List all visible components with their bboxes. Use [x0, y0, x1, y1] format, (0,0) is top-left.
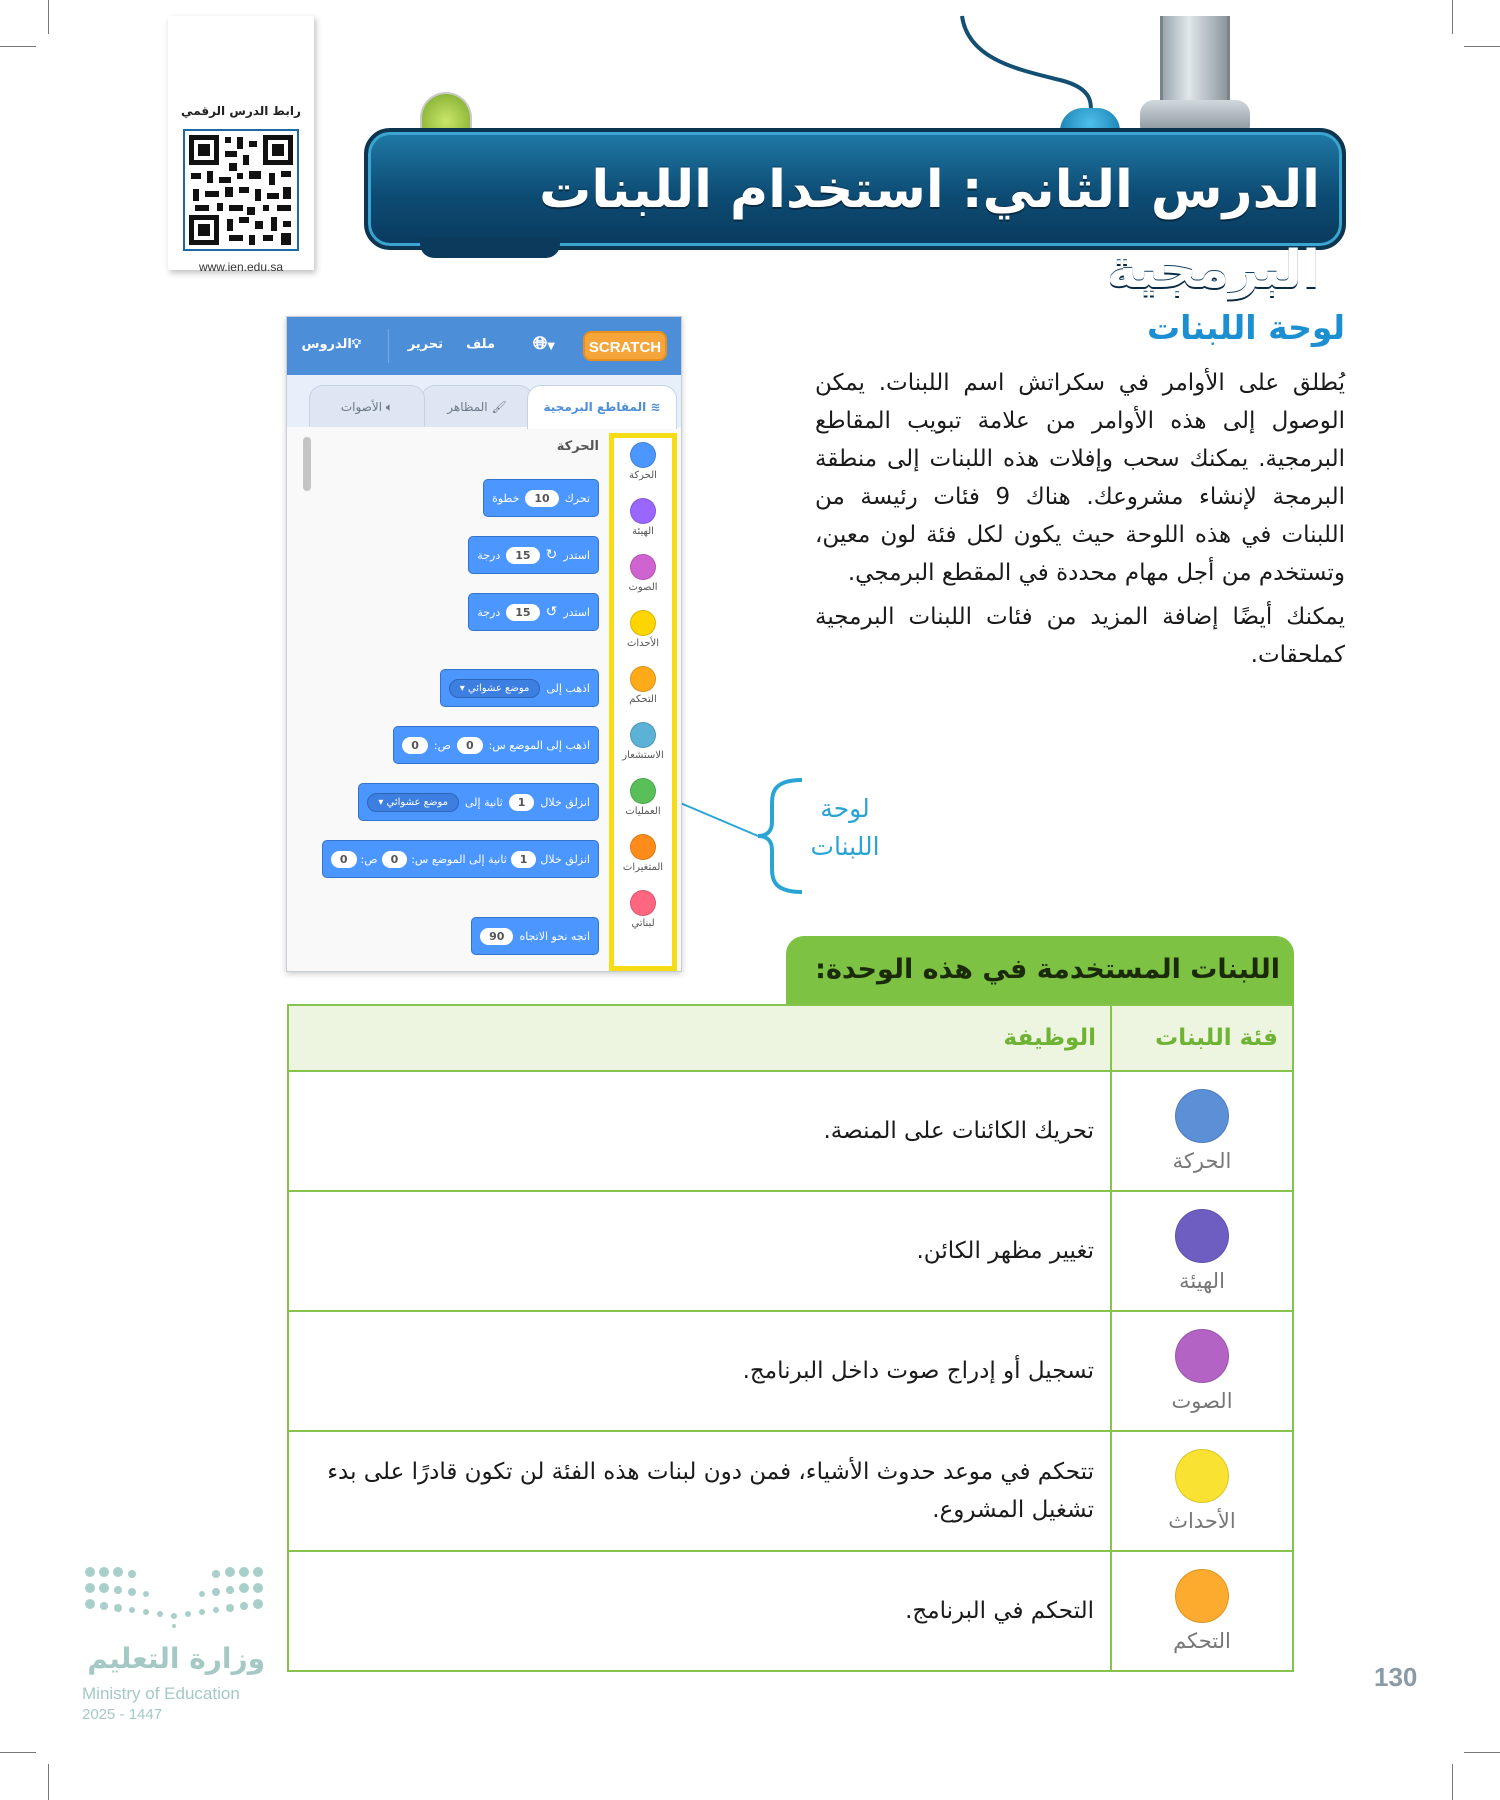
crop-mark — [1464, 1752, 1500, 1753]
events-color-swatch — [1175, 1449, 1229, 1503]
lesson-title: الدرس الثاني: استخدام اللبنات البرمجية — [539, 160, 1320, 300]
category-dot — [630, 666, 656, 692]
block-text: اتجه نحو الاتجاه — [519, 929, 590, 943]
table-header-row — [288, 1005, 1293, 1071]
block-text: درجة — [477, 605, 501, 619]
category-dot — [630, 834, 656, 860]
edition-year: 2025 - 1447 — [82, 1706, 163, 1723]
category-control[interactable] — [614, 666, 672, 705]
menu-file[interactable]: ملف — [466, 337, 495, 352]
crop-mark — [1452, 0, 1453, 34]
category-name: الحركة — [1172, 1149, 1232, 1173]
crop-mark — [0, 1752, 36, 1753]
block-number-input[interactable]: 0 — [457, 737, 483, 754]
table-title: اللبنات المستخدمة في هذه الوحدة: — [786, 936, 1294, 1004]
motion-color-swatch — [1175, 1089, 1229, 1143]
category-label: الاستشعار — [622, 750, 664, 761]
language-menu[interactable] — [533, 333, 555, 354]
workspace-scrollbar[interactable] — [303, 437, 311, 491]
tab-costumes-label: المظاهر — [447, 400, 488, 414]
category-label: الحركة — [629, 470, 657, 481]
category-label: لبناتي — [631, 918, 655, 929]
table-row — [288, 1071, 1293, 1191]
block-glide[interactable] — [358, 783, 599, 821]
category-name: التحكم — [1173, 1629, 1231, 1653]
rotate-right-icon: ↻ — [545, 547, 558, 563]
menubar-divider — [388, 329, 389, 363]
rotate-left-icon: ↺ — [545, 604, 558, 620]
category-dot — [630, 442, 656, 468]
category-label: الصوت — [628, 582, 658, 593]
qr-label: رابط الدرس الرقمي — [181, 104, 301, 118]
block-text: استدر — [563, 548, 590, 562]
category-dot — [630, 554, 656, 580]
qr-url[interactable]: www.ien.edu.sa — [198, 260, 284, 274]
tab-costumes[interactable] — [421, 385, 533, 429]
category-label: التحكم — [629, 694, 657, 705]
category-sensing[interactable] — [614, 722, 672, 761]
block-move-steps[interactable] — [483, 479, 599, 517]
category-motion[interactable] — [614, 442, 672, 481]
block-number-input[interactable]: 0 — [402, 737, 428, 754]
category-label: الأحداث — [626, 638, 660, 649]
block-text: استدر — [563, 605, 590, 619]
callout-line-2: اللبنات — [810, 832, 880, 861]
block-turn-left[interactable] — [468, 593, 599, 631]
block-text: انزلق خلال — [540, 852, 590, 866]
block-number-input[interactable]: 0 — [382, 851, 408, 868]
block-text: درجة — [477, 548, 501, 562]
category-name: الأحداث — [1168, 1509, 1236, 1533]
category-cell — [1111, 1551, 1293, 1671]
block-number-input[interactable]: 90 — [480, 928, 513, 945]
function-cell: تغيير مظهر الكائن. — [288, 1191, 1111, 1311]
category-looks[interactable] — [614, 498, 672, 537]
palette-callout-label — [800, 790, 890, 866]
page-number: 130 — [1374, 1662, 1418, 1692]
block-number-input[interactable]: 1 — [509, 794, 535, 811]
col-function-header: الوظيفة — [288, 1005, 1111, 1071]
pipe-base-decoration — [1140, 100, 1250, 130]
block-text: ص: — [433, 738, 451, 752]
menu-tutorials-label: الدروس — [301, 337, 352, 352]
function-cell: تتحكم في موعد حدوث الأشياء، فمن دون لبنات هذه الفئة لن تكون قادرًا على بدء تشغيل المشروع. — [288, 1431, 1111, 1551]
block-point-direction[interactable] — [471, 917, 599, 955]
lesson-title-banner — [360, 0, 1360, 300]
function-cell: التحكم في البرنامج. — [288, 1551, 1111, 1671]
table-row — [288, 1311, 1293, 1431]
function-cell: تسجيل أو إدراج صوت داخل البرنامج. — [288, 1311, 1111, 1431]
crop-mark — [1464, 46, 1500, 47]
block-text: اذهب إلى الموضع س: — [488, 738, 590, 752]
category-my-blocks[interactable] — [614, 890, 672, 929]
function-cell: تحريك الكائنات على المنصة. — [288, 1071, 1111, 1191]
table-row — [288, 1551, 1293, 1671]
category-name: الصوت — [1171, 1389, 1233, 1413]
ministry-logo — [80, 1560, 270, 1730]
category-dot — [630, 722, 656, 748]
callout-bracket — [672, 776, 812, 896]
globe-icon: 🌐︎ — [532, 333, 548, 354]
category-dot — [630, 890, 656, 916]
tab-sounds-label: الأصوات — [340, 400, 383, 414]
qr-card[interactable] — [168, 16, 314, 274]
scratch-menubar — [287, 317, 681, 375]
block-text: ثانية إلى الموضع س: — [411, 852, 507, 866]
category-dot — [630, 610, 656, 636]
block-goto-xy[interactable] — [393, 726, 599, 764]
crop-mark — [0, 46, 36, 47]
intro-paragraph: يُطلق على الأوامر في سكراتش اسم اللبنات. يمكن الوصول إلى هذه الأوامر من علامة تبويب المقاطع البرمجية. يمكنك سحب وإفلات هذه اللبنات إلى منطقة البرمجة لإنشاء مشروعك. هناك 9 فئات رئيسة من اللبنات في هذه اللوحة حيث يكون لكل فئة لون معين، وتستخدم من أجل مهام محددة في المقطع البرمجي. — [815, 370, 1346, 586]
scratch-logo[interactable]: SCRATCH — [583, 331, 667, 361]
lightbulb-icon: 💡︎ — [351, 337, 361, 352]
block-number-input[interactable]: 15 — [506, 547, 539, 564]
qr-code-icon[interactable] — [183, 129, 299, 251]
code-tab-icon: ≋ — [650, 400, 661, 414]
block-text: اذهب إلى — [546, 681, 590, 695]
brush-icon: 🖌︎ — [491, 400, 507, 414]
control-color-swatch — [1175, 1569, 1229, 1623]
crop-mark — [1452, 1764, 1453, 1800]
category-variables[interactable] — [614, 834, 672, 873]
block-text: انزلق خلال — [540, 795, 590, 809]
category-sound[interactable] — [614, 554, 672, 593]
block-text: ثانية إلى — [465, 795, 503, 809]
ministry-english-name: Ministry of Education — [82, 1684, 240, 1703]
category-cell — [1111, 1311, 1293, 1431]
banner-tab-decoration — [420, 238, 560, 258]
block-glide-xy[interactable] — [322, 840, 599, 878]
category-dot — [630, 778, 656, 804]
table-row — [288, 1191, 1293, 1311]
tab-code[interactable] — [527, 385, 677, 429]
scratch-tabs — [287, 375, 681, 427]
sound-color-swatch — [1175, 1329, 1229, 1383]
tab-sounds[interactable] — [309, 385, 425, 429]
block-number-input[interactable]: 1 — [511, 851, 537, 868]
block-text: خطوة — [492, 491, 520, 505]
col-category-header: فئة اللبنات — [1111, 1005, 1293, 1071]
callout-line-1: لوحة — [820, 794, 870, 823]
category-label: العمليات — [625, 806, 661, 817]
tab-code-label: المقاطع البرمجية — [543, 400, 647, 414]
category-palette — [609, 433, 677, 971]
block-turn-right[interactable] — [468, 536, 599, 574]
block-dropdown[interactable]: موضع عشوائي ▾ — [367, 793, 459, 812]
menu-edit[interactable]: تحرير — [407, 337, 443, 352]
section-heading: لوحة اللبنات — [1146, 308, 1345, 347]
extensions-paragraph: يمكنك أيضًا إضافة المزيد من فئات اللبنات البرمجية كملحقات. — [815, 604, 1345, 668]
category-cell — [1111, 1431, 1293, 1551]
ministry-dots-icon — [80, 1560, 270, 1638]
block-number-input[interactable]: 15 — [506, 604, 539, 621]
menu-tutorials[interactable] — [302, 337, 361, 352]
block-text: تحرك — [564, 491, 590, 505]
table-row — [288, 1431, 1293, 1551]
scratch-screenshot — [286, 316, 682, 972]
category-label: المتغيرات — [622, 862, 664, 873]
block-text: ص: — [360, 852, 378, 866]
chevron-down-icon: ▼ — [547, 341, 555, 352]
ministry-arabic-name: وزارة التعليم — [87, 1642, 265, 1675]
block-goto[interactable] — [440, 669, 599, 707]
category-events[interactable] — [614, 610, 672, 649]
looks-color-swatch — [1175, 1209, 1229, 1263]
speaker-icon: 🔈︎ — [385, 400, 394, 414]
category-name: الهيئة — [1179, 1269, 1225, 1293]
motion-category-title: الحركة — [556, 439, 599, 454]
category-label: الهيئة — [632, 526, 654, 537]
category-cell — [1111, 1191, 1293, 1311]
category-operators[interactable] — [614, 778, 672, 817]
block-dropdown[interactable]: موضع عشوائي ▾ — [449, 679, 541, 698]
category-cell — [1111, 1071, 1293, 1191]
crop-mark — [48, 0, 49, 34]
blocks-table — [287, 1004, 1294, 1672]
category-dot — [630, 498, 656, 524]
block-number-input[interactable]: 0 — [331, 851, 357, 868]
crop-mark — [48, 1764, 49, 1800]
block-number-input[interactable]: 10 — [525, 490, 558, 507]
